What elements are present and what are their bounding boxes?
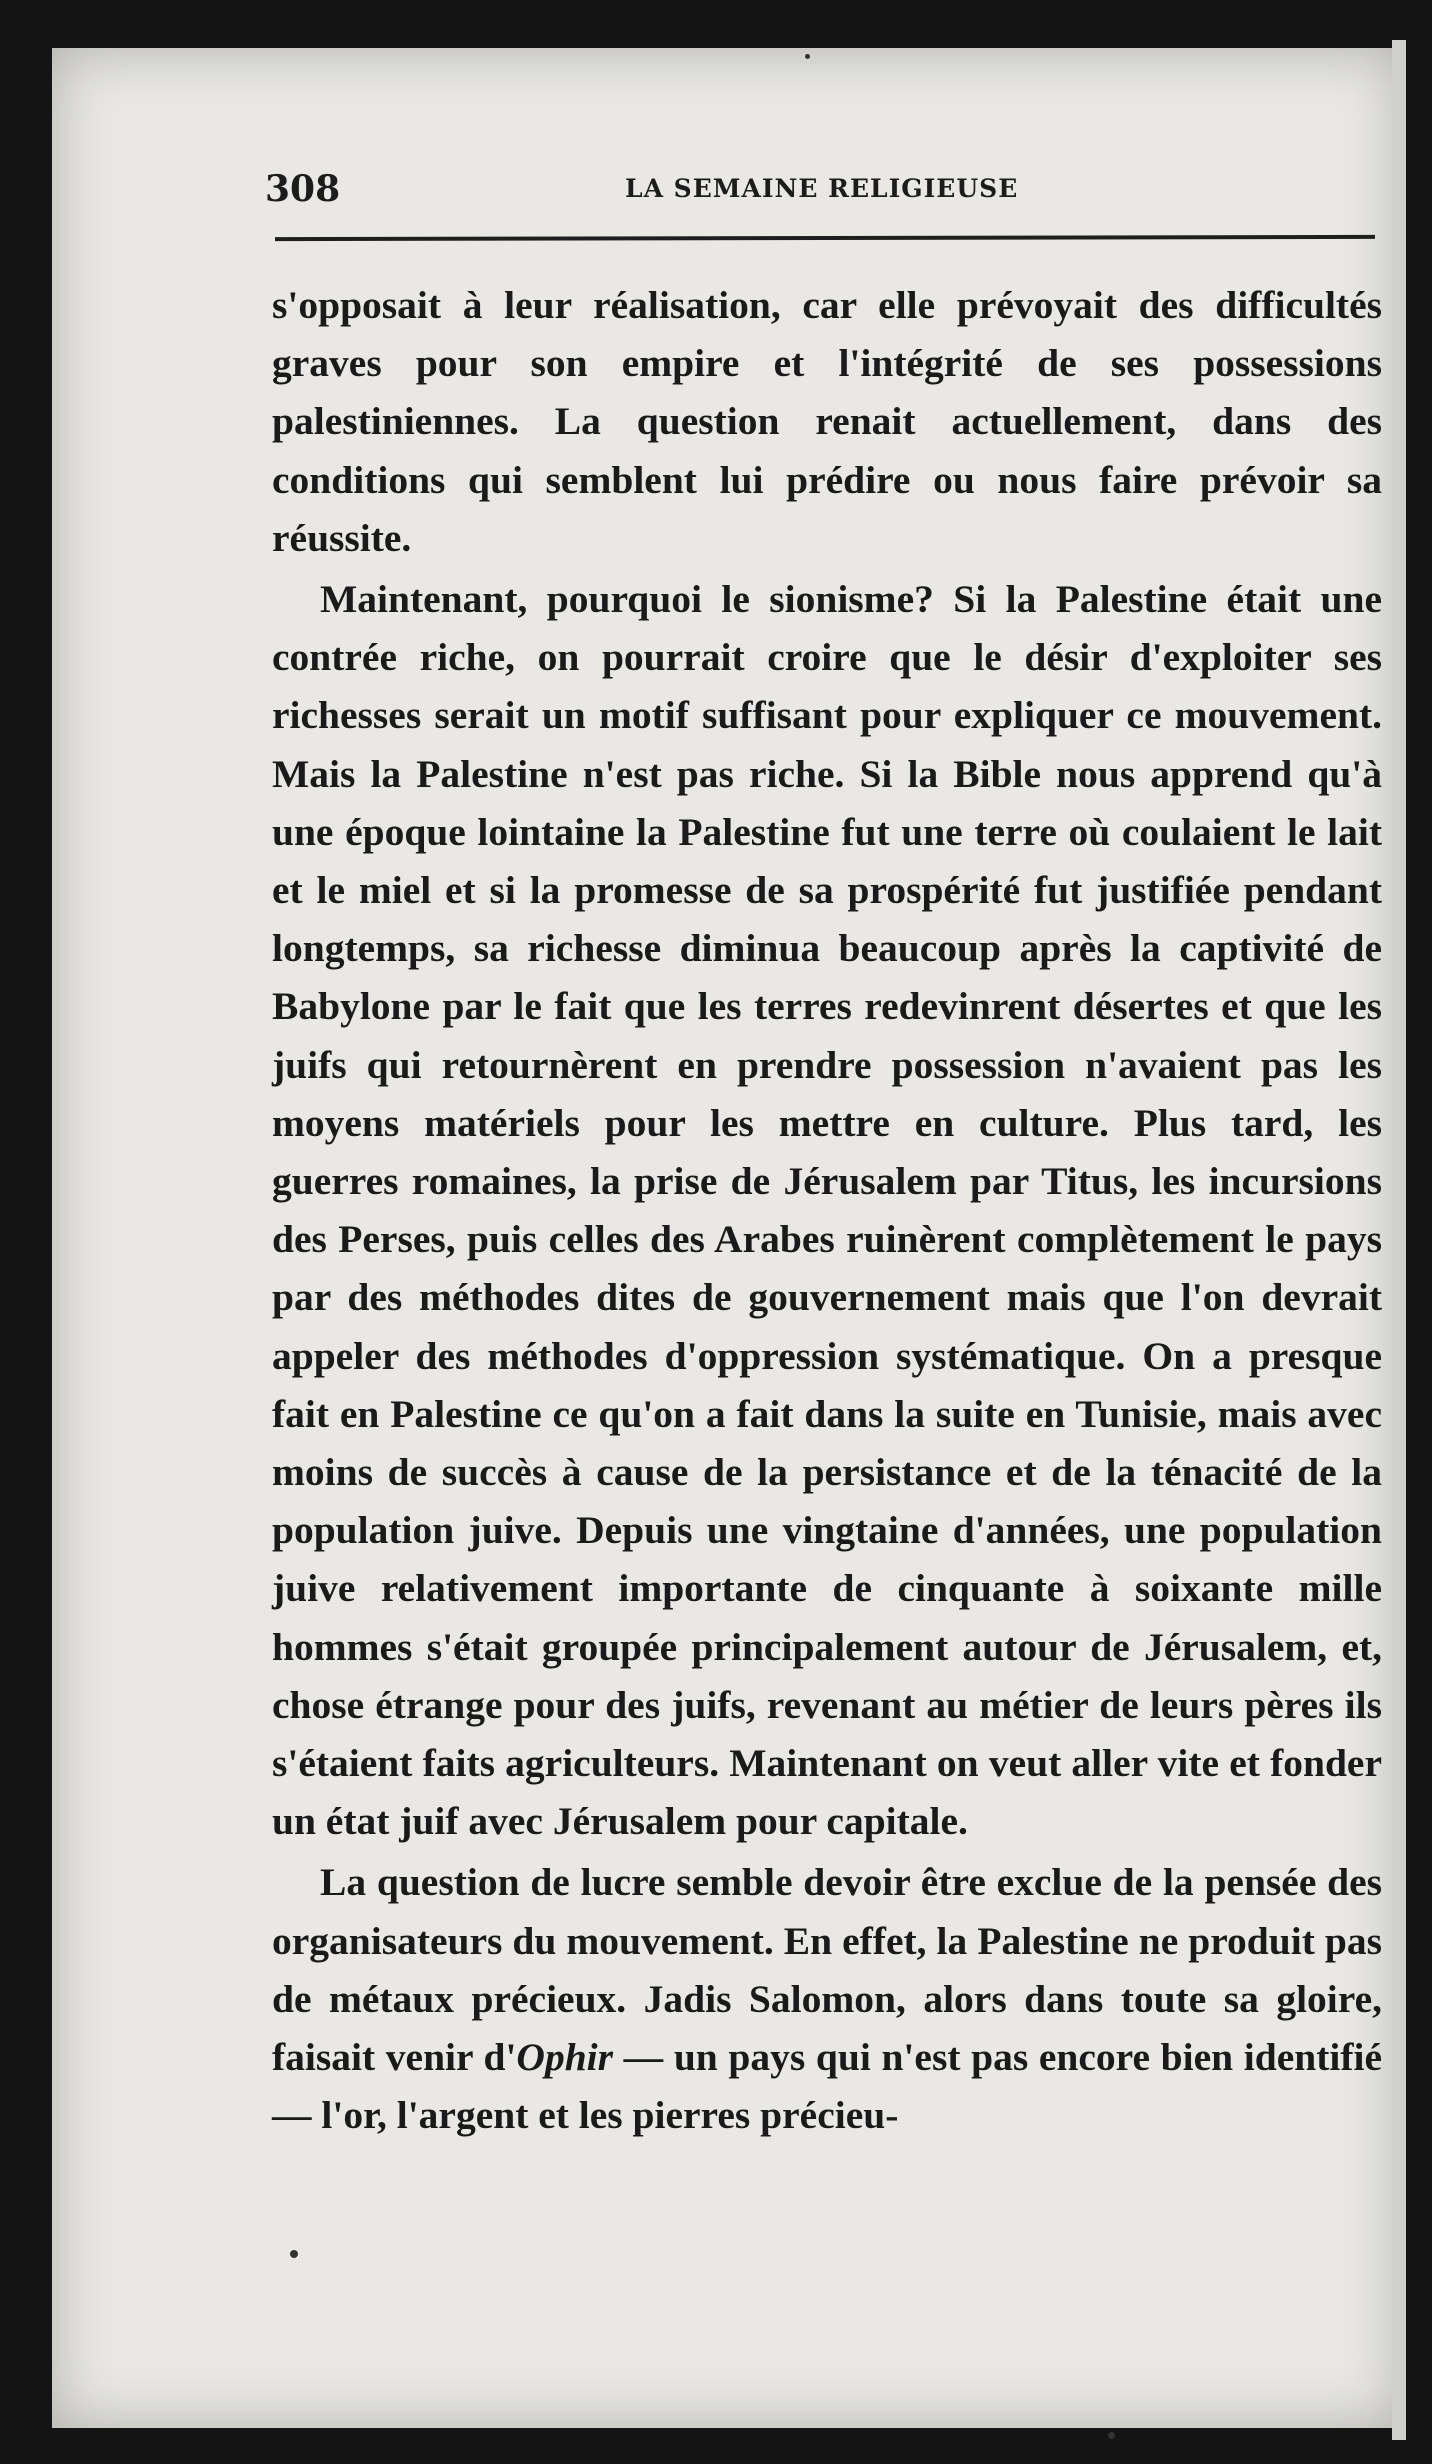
dust-speck	[290, 2250, 298, 2258]
dust-speck	[805, 54, 810, 59]
paragraph-3-text-end: — un pays qui n'est pas encore bien identifié — l'or, l'argent et les pierres précieu-	[272, 2035, 1382, 2138]
paragraph-2: Maintenant, pourquoi le sionisme? Si la Palestine était une contrée riche, on pourrait croire que le désir d'exploiter ses richesses serait un motif suffisant pour expliquer ce mouvement. Mais la Palestine n'est pas riche. Si la Bible nous apprend qu'à une époque lointaine la Palestine fut une terre où coulaient le lait et le miel et si la promesse de sa prospérité fut justifiée pendant longtemps, sa richesse diminua beaucoup après la captivité de Babylone par le fait que les terres redevinrent désertes et que les juifs qui retournèrent en prendre possession n'avaient pas les moyens matériels pour les mettre en culture. Plus tard, les guerres romaines, la prise de Jérusalem par Titus, les incursions des Perses, puis celles des Arabes ruinèrent complètement le pays par des méthodes dites de gouvernement mais que l'on devrait appeler des méthodes d'oppression systématique. On a presque fait en Palestine ce qu'on a fait dans la suite en Tunisie, mais avec moins de succès à cause de la persistance et de la ténacité de la population juive. Depuis une vingtaine d'années, une population juive relativement importante de cinquante à soixante mille hommes s'était groupée principalement autour de Jérusalem, et, chose étrange pour des juifs, revenant au métier de leurs pères ils s'étaient faits agriculteurs. Maintenant on veut aller vite et fonder un état juif avec Jérusalem pour capitale.	[272, 577, 1382, 1844]
page-number: 308	[265, 168, 341, 210]
body-text	[272, 276, 1382, 2145]
paragraph-1: s'opposait à leur réalisation, car elle prévoyait des difficultés graves pour son empire et l'intégrité de ses possessions palestiniennes. La question renait actuellement, dans des conditions qui semblent lui prédire ou nous faire prévoir sa réussite.	[272, 283, 1382, 560]
page-edge	[1392, 40, 1406, 2440]
paragraph-3-italic-place: Ophir	[516, 2035, 614, 2080]
paragraph-3	[272, 1853, 1382, 2144]
paragraph-3-text-start: La question de lucre semble devoir être exclue de la pensée des organisateurs du mouvement. En effet, la Palestine ne produit pas de métaux précieux. Jadis Salomon, alors dans toute sa gloire, faisait venir d'	[272, 1860, 1382, 2080]
page-header	[265, 168, 1383, 218]
running-title: LA SEMAINE RELIGIEUSE	[625, 174, 1019, 203]
dust-speck	[1108, 2432, 1115, 2439]
